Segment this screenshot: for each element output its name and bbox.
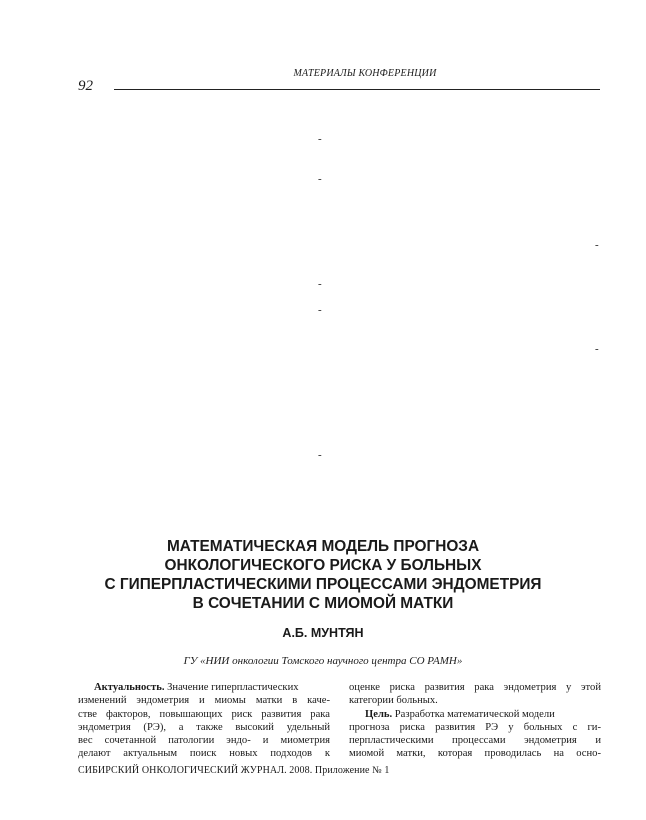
lead-heading: Цель. <box>365 708 393 720</box>
paragraph-line: категории больных. <box>349 695 438 707</box>
running-header: МАТЕРИАЛЫ КОНФЕРЕНЦИИ <box>293 68 437 79</box>
journal-footer: СИБИРСКИЙ ОНКОЛОГИЧЕСКИЙ ЖУРНАЛ. 2008. Приложение № 1 <box>78 765 390 776</box>
paragraph-line: изменений эндометрия и миомы матки в каче- <box>78 695 330 707</box>
paragraph-line: стве факторов, повышающих риск развития рака <box>78 708 330 720</box>
stray-mark: - <box>595 343 599 355</box>
title-line: В СОЧЕТАНИИ С МИОМОЙ МАТКИ <box>192 595 454 612</box>
article-title <box>60 537 586 613</box>
stray-mark: - <box>318 449 322 461</box>
paragraph-line <box>349 708 601 721</box>
title-line: С ГИПЕРПЛАСТИЧЕСКИМИ ПРОЦЕССАМИ ЭНДОМЕТРИЯ <box>104 576 542 593</box>
stray-mark: - <box>318 173 322 185</box>
paragraph-line: миомой матки, которая проводилась на осно- <box>349 748 601 760</box>
lead-heading: Актуальность. <box>94 682 165 693</box>
text-run: Значение гиперпластических <box>164 682 299 693</box>
author: А.Б. МУНТЯН <box>282 626 364 640</box>
paragraph-line: перпластическими процессами эндометрия и <box>349 735 601 747</box>
paragraph-line: вес сочетанной патологии эндо- и миометрия <box>78 735 330 747</box>
paragraph-line: эндометрия (РЭ), а также высокий удельный <box>78 721 330 733</box>
stray-mark: - <box>318 133 322 145</box>
page-number: 92 <box>78 78 93 94</box>
stray-mark: - <box>318 304 322 316</box>
title-line: ОНКОЛОГИЧЕСКОГО РИСКА У БОЛЬНЫХ <box>164 557 482 574</box>
stray-mark: - <box>318 278 322 290</box>
paragraph-line: делают актуальным поиск новых подходов к <box>78 748 330 760</box>
affiliation: ГУ «НИИ онкологии Томского научного центра СО РАМН» <box>183 655 463 667</box>
right-column <box>349 681 601 761</box>
paragraph-line: прогноза риска развития РЭ у больных с ги- <box>349 721 601 733</box>
text-run: Разработка математической модели <box>392 708 555 720</box>
stray-mark: - <box>595 239 599 251</box>
paragraph-line: оценке риска развития рака эндометрия у этой <box>349 682 601 693</box>
paragraph-line <box>78 681 330 694</box>
title-line: МАТЕМАТИЧЕСКАЯ МОДЕЛЬ ПРОГНОЗА <box>166 538 480 555</box>
header-rule <box>114 89 600 90</box>
left-column <box>78 681 330 761</box>
